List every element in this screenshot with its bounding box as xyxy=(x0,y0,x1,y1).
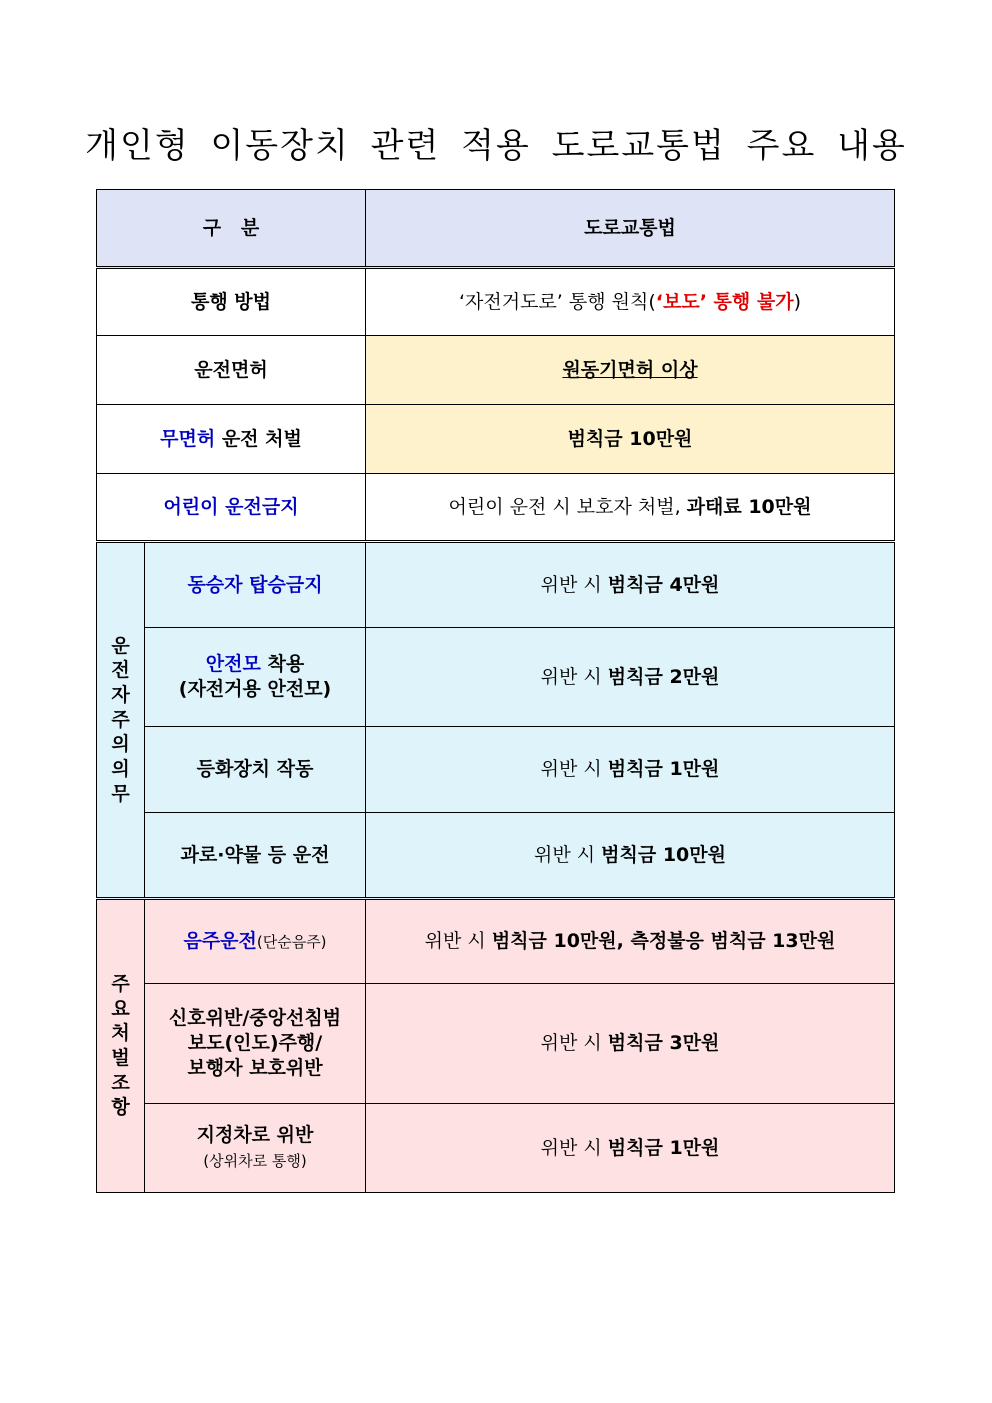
lane-keyword: 지정차로 위반 xyxy=(196,1124,314,1147)
penalty-char: 주 xyxy=(111,972,130,995)
penalty-char: 항 xyxy=(111,1096,130,1119)
table-row xyxy=(97,268,895,336)
lights-value xyxy=(366,727,895,813)
signal-value xyxy=(366,984,895,1104)
table-header-row xyxy=(97,190,895,268)
helmet-keyword: 안전모 xyxy=(205,653,261,676)
drunk-value xyxy=(366,899,895,984)
duty-group-label xyxy=(97,542,145,899)
helmet-value xyxy=(366,628,895,727)
child-rule: 어린이 운전 시 보호자 처벌, xyxy=(448,495,687,518)
unlicensed-label xyxy=(97,405,366,474)
signal-label xyxy=(145,984,366,1104)
child-fine: 과태료 10만원 xyxy=(686,495,812,518)
lane-fine: 범칙금 1만원 xyxy=(607,1136,720,1159)
law-summary-table xyxy=(96,189,895,1193)
table-row xyxy=(97,336,895,405)
passage-label: 통행 방법 xyxy=(97,268,366,336)
duty-char: 의 xyxy=(111,733,130,756)
duty-char: 운 xyxy=(111,634,130,657)
table-row xyxy=(97,628,895,727)
table-row xyxy=(97,727,895,813)
duty-char: 의 xyxy=(111,758,130,781)
helmet-note: (자전거용 안전모) xyxy=(178,678,332,700)
lights-fine: 범칙금 1만원 xyxy=(607,758,720,781)
table-row xyxy=(97,405,895,474)
lights-label: 등화장치 작동 xyxy=(145,727,366,813)
table-row xyxy=(97,984,895,1104)
signal-line: 보도(인도)주행/ xyxy=(187,1032,323,1055)
drunk-fine: 범칙금 10만원, 측정불응 범칙금 13만원 xyxy=(491,930,836,953)
table-row xyxy=(97,813,895,899)
penalty-char: 조 xyxy=(111,1071,130,1094)
signal-line: 신호위반/중앙선침범 xyxy=(168,1007,342,1030)
license-value: 원동기면허 이상 xyxy=(562,358,698,381)
license-value-cell xyxy=(366,336,895,405)
violation-prefix: 위반 시 xyxy=(540,1032,608,1055)
drugs-fine: 범칙금 10만원 xyxy=(601,843,726,866)
header-law: 도로교통법 xyxy=(366,190,895,268)
passenger-label: 동승자 탑승금지 xyxy=(145,542,366,628)
passage-prohibited: ‘보도’ 통행 불가 xyxy=(655,290,794,313)
unlicensed-value: 범칙금 10만원 xyxy=(366,405,895,474)
lane-note: (상위차로 통행) xyxy=(203,1152,307,1170)
license-label: 운전면허 xyxy=(97,336,366,405)
duty-char: 무 xyxy=(111,782,130,805)
duty-char: 자 xyxy=(111,683,130,706)
penalty-char: 처 xyxy=(111,1022,130,1045)
duty-char: 주 xyxy=(111,708,130,731)
penalty-char: 벌 xyxy=(111,1047,130,1069)
helmet-rest: 착용 xyxy=(260,653,305,676)
drunk-keyword: 음주운전 xyxy=(183,930,257,953)
penalty-char: 요 xyxy=(111,997,130,1020)
violation-prefix: 위반 시 xyxy=(540,1136,608,1159)
drugs-value xyxy=(366,813,895,899)
unlicensed-rest: 운전 처벌 xyxy=(215,427,302,450)
child-label: 어린이 운전금지 xyxy=(97,474,366,542)
drugs-label: 과로·약물 등 운전 xyxy=(145,813,366,899)
drunk-note: (단순음주) xyxy=(256,933,327,952)
violation-prefix: 위반 시 xyxy=(540,758,608,781)
table-row xyxy=(97,1104,895,1193)
violation-prefix: 위반 시 xyxy=(540,665,608,688)
passage-close: ) xyxy=(793,290,801,313)
helmet-fine: 범칙금 2만원 xyxy=(607,665,720,688)
passage-rule: ‘자전거도로’ 통행 원칙( xyxy=(459,290,656,313)
helmet-label xyxy=(145,628,366,727)
lane-label xyxy=(145,1104,366,1193)
drunk-label xyxy=(145,899,366,984)
header-category: 구 분 xyxy=(97,190,366,268)
violation-prefix: 위반 시 xyxy=(540,573,608,596)
table-row xyxy=(97,899,895,984)
signal-line: 보행자 보호위반 xyxy=(187,1056,323,1079)
violation-prefix: 위반 시 xyxy=(534,843,602,866)
page-title: 개인형 이동장치 관련 적용 도로교통법 주요 내용 xyxy=(85,126,907,166)
table-row xyxy=(97,474,895,542)
child-value xyxy=(366,474,895,542)
signal-fine: 범칙금 3만원 xyxy=(607,1032,720,1055)
passenger-value xyxy=(366,542,895,628)
passage-value xyxy=(366,268,895,336)
passenger-fine: 범칙금 4만원 xyxy=(607,573,720,596)
violation-prefix: 위반 시 xyxy=(424,930,492,953)
duty-char: 전 xyxy=(111,659,130,682)
unlicensed-keyword: 무면허 xyxy=(160,427,216,450)
lane-value xyxy=(366,1104,895,1193)
penalty-group-label xyxy=(97,899,145,1193)
table-row xyxy=(97,542,895,628)
